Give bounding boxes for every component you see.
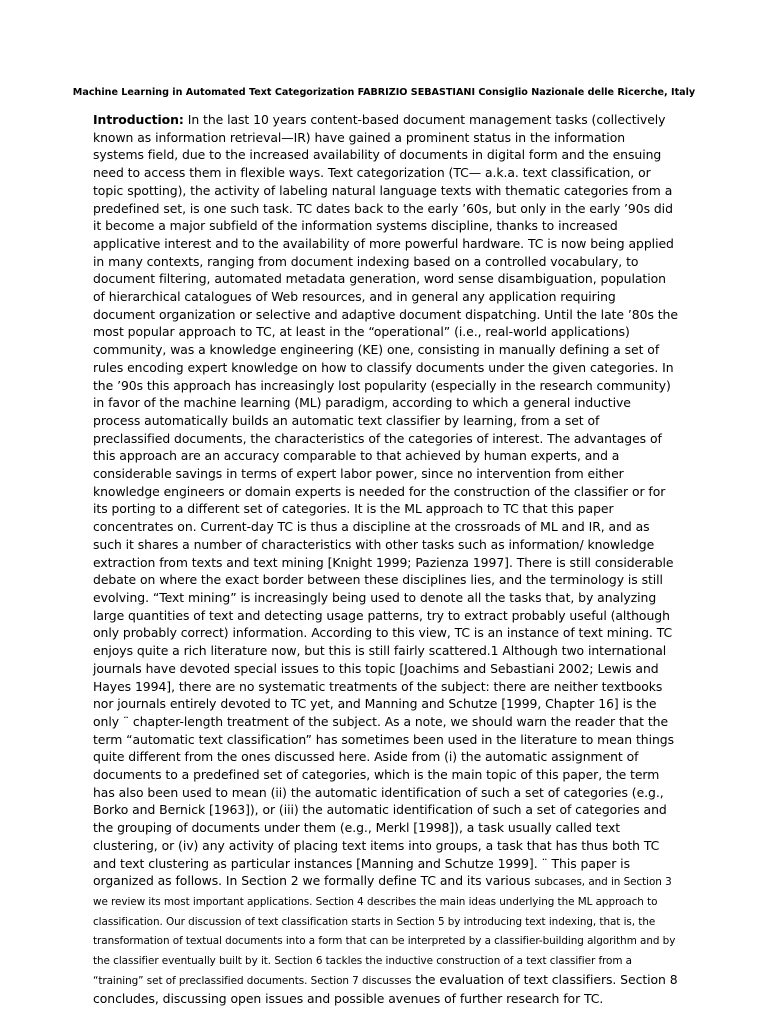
body-text-main: In the last 10 years content-based document management tasks (collectively known as information retrieval—IR) have gained a prominent status in the information systems field, due to the increased availability of documents in digital form and the ensuing need to access them in flexible ways. Text categorization (TC— a.k.a. text classification, or topic spotting), the activity of labeling natural language texts with thematic categories from a predefined set, is one such task. TC dates back to the early ’60s, but only in the early ’90s did it become a major subfield of the information systems discipline, thanks to increased applicative interest and to the availability of more powerful hardware. TC is now being applied in many contexts, ranging from document indexing based on a controlled vocabulary, to document filtering, automated metadata generation, word sense disambiguation, population of hierarchical catalogues of Web resources, and in general any application requiring document organization or selective and adaptive document dispatching. Until the late ’80s the most popular approach to TC, at least in the “operational” (i.e., real-world applications) community, was a knowledge engineering (KE) one, consisting in manually defining a set of rules encoding expert knowledge on how to classify documents under the given categories. In the ’90s this approach has increasingly lost popularity (especially in the research community) in favor of the machine learning (ML) paradigm, according to which a general inductive process automatically builds an automatic text classifier by learning, from a set of preclassified documents, the characteristics of the categories of interest. The advantages of this approach are an accuracy comparable to that achieved by human experts, and a considerable savings in terms of expert labor power, since no intervention from either knowledge engineers or domain experts is needed for the construction of the classifier or for its porting to a different set of categories. It is the ML approach to TC that this paper concentrates on. Current-day TC is thus a discipline at the crossroads of ML and IR, and as such it shares a number of characteristics with other tasks such as information/ knowledge extraction from texts and text mining [Knight 1999; Pazienza 1997]. There is still considerable debate on where the exact border between these disciplines lies, and the terminology is still evolving. “Text mining” is increasingly being used to denote all the tasks that, by analyzing large quantities of text and detecting usage patterns, try to extract probably useful (although only probably correct) information. According to this view, TC is an instance of text mining. TC enjoys quite a rich literature now, but this is still fairly scattered.1 Although two international journals have devoted special issues to this topic [Joachims and Sebastiani 2002; Lewis and Hayes 1994], there are no systematic treatments of the subject: there are neither textbooks nor journals entirely devoted to TC yet, and Manning and Schutze [1999, Chapter 16] is the only ¨ chapter-length treatment of the subject. As a note, we should warn the reader that the term “automatic text classification” has sometimes been used in the literature to mean things quite different from the ones discussed here. Aside from (i) the automatic assignment of documents to a predefined set of categories, which is the main topic of this paper, the term has also been used to mean (ii) the automatic identification of such a set of categories (e.g., Borko and Bernick [1963]), or (iii) the automatic identification of such a set of categories and the grouping of documents under them (e.g., Merkl [1998]), a task usually called text clustering, or (iv) any activity of placing text items into groups, a task that has thus both TC and text clustering as particular instances [Manning and Schutze 1999]. ¨ This paper is organized as follows. In Section 2 we formally define TC and its various bbox=[93, 112, 678, 889]
document-body bbox=[93, 111, 678, 1008]
body-text-end: the evaluation of text classifiers. Section 8 concludes, discussing open issues and possible avenues of further research for TC. bbox=[93, 971, 678, 1007]
intro-label: Introduction: bbox=[93, 112, 184, 127]
document-title: Machine Learning in Automated Text Categorization FABRIZIO SEBASTIANI Consiglio Nazionale delle Ricerche, Italy bbox=[72, 87, 696, 98]
body-text-small: subcases, and in Section 3 we review its most important applications. Section 4 describes the main ideas underlying the ML approach to classification. Our discussion of text classification starts in Section 5 by introducing text indexing, that is, the transformation of textual documents into a form that can be interpreted by a classifier-building algorithm and by the classifier eventually built by it. Section 6 tackles the inductive construction of a text classifier from a “training” set of preclassified documents. Section 7 discusses bbox=[93, 876, 676, 987]
